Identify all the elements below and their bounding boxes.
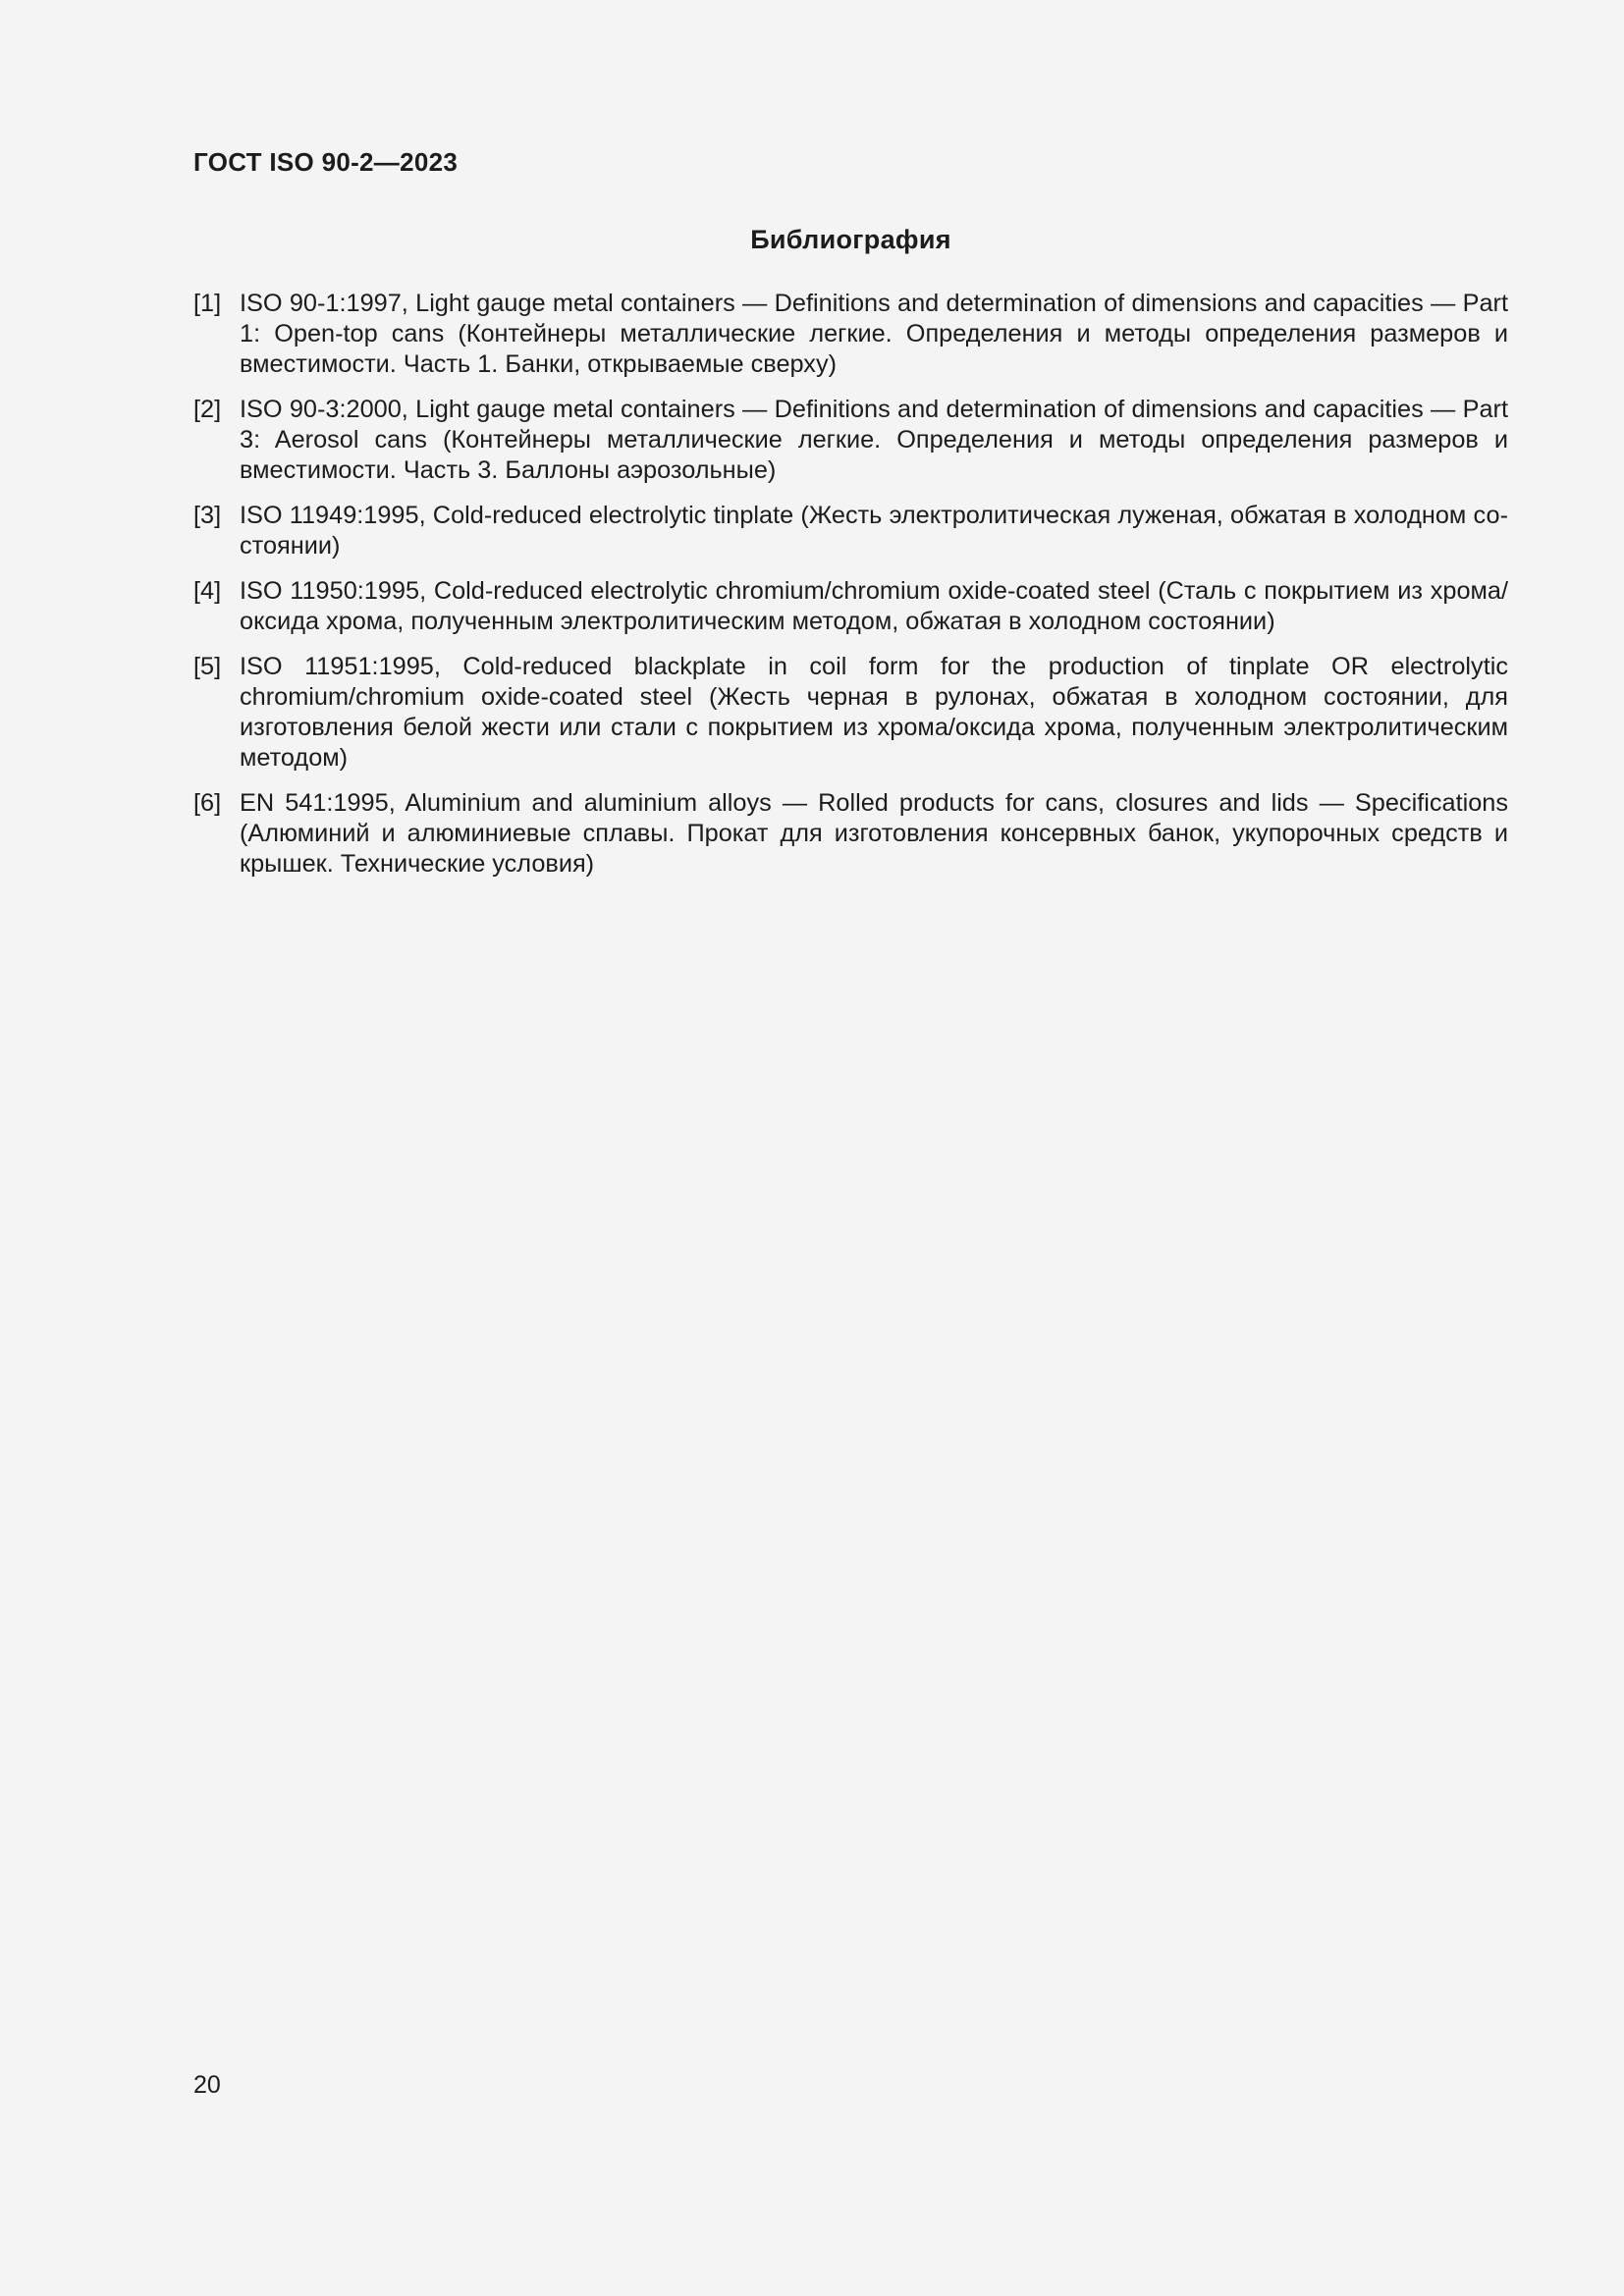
entry-text: EN 541:1995, Aluminium and aluminium alloys — Rolled products for cans, closures and lids — Specifications (Алюминий и алюминиевые сплавы. Прокат для изготовления консервных банок, укупорочных средств и крышек. Технические условия) <box>240 789 1508 878</box>
bibliography-entry-5 <box>193 652 1508 774</box>
bibliography-entry-2 <box>193 395 1508 486</box>
entry-text: ISO 90-1:1997, Light gauge metal containers — Definitions and determination of dimensions and capacities — Part 1: Open-top cans (Контейнеры металлические легкие. Определения и методы определения размеров и вместимости. Часть 1. Банки, открываемые сверху) <box>240 290 1508 378</box>
bibliography-entry-4 <box>193 576 1508 637</box>
entry-number: [5] <box>193 653 222 680</box>
entry-text: ISO 11949:1995, Cold-reduced electrolytic tinplate (Жесть электролитическая луженая, обжатая в холодном состоянии) <box>240 502 1508 560</box>
entry-number: [6] <box>193 789 222 817</box>
bibliography-entry-1 <box>193 289 1508 380</box>
bibliography-list <box>193 289 1508 894</box>
page-number: 20 <box>193 2071 221 2099</box>
document-code-header: ГОСТ ISO 90-2—2023 <box>193 147 459 177</box>
entry-text: ISO 11950:1995, Cold-reduced electrolytic chromium/chromium oxide-coated steel (Сталь с покрытием из хрома/​оксида хрома, полученным электролитическим методом, обжатая в холодном состоянии) <box>240 577 1508 635</box>
bibliography-title: Библиография <box>750 225 951 254</box>
entry-text: ISO 90-3:2000, Light gauge metal containers — Definitions and determination of dimensions and capacities — Part 3: Aerosol cans (Контейнеры металлические легкие. Определения и методы определения размеров и вместимости. Часть 3. Баллоны аэрозольные) <box>240 396 1508 484</box>
entry-number: [3] <box>193 502 222 529</box>
entry-number: [2] <box>193 396 222 423</box>
bibliography-entry-6 <box>193 788 1508 880</box>
entry-number: [1] <box>193 290 222 317</box>
entry-number: [4] <box>193 577 222 605</box>
bibliography-entry-3 <box>193 501 1508 561</box>
entry-text: ISO 11951:1995, Cold-reduced blackplate in coil form for the production of tinplate OR electrolytic chromium/chromium oxide-coated steel (Жесть черная в рулонах, обжатая в холодном состоянии, для изготовления белой жести или стали с покрытием из хрома/оксида хрома, полученным электролитическим методом) <box>240 653 1508 772</box>
